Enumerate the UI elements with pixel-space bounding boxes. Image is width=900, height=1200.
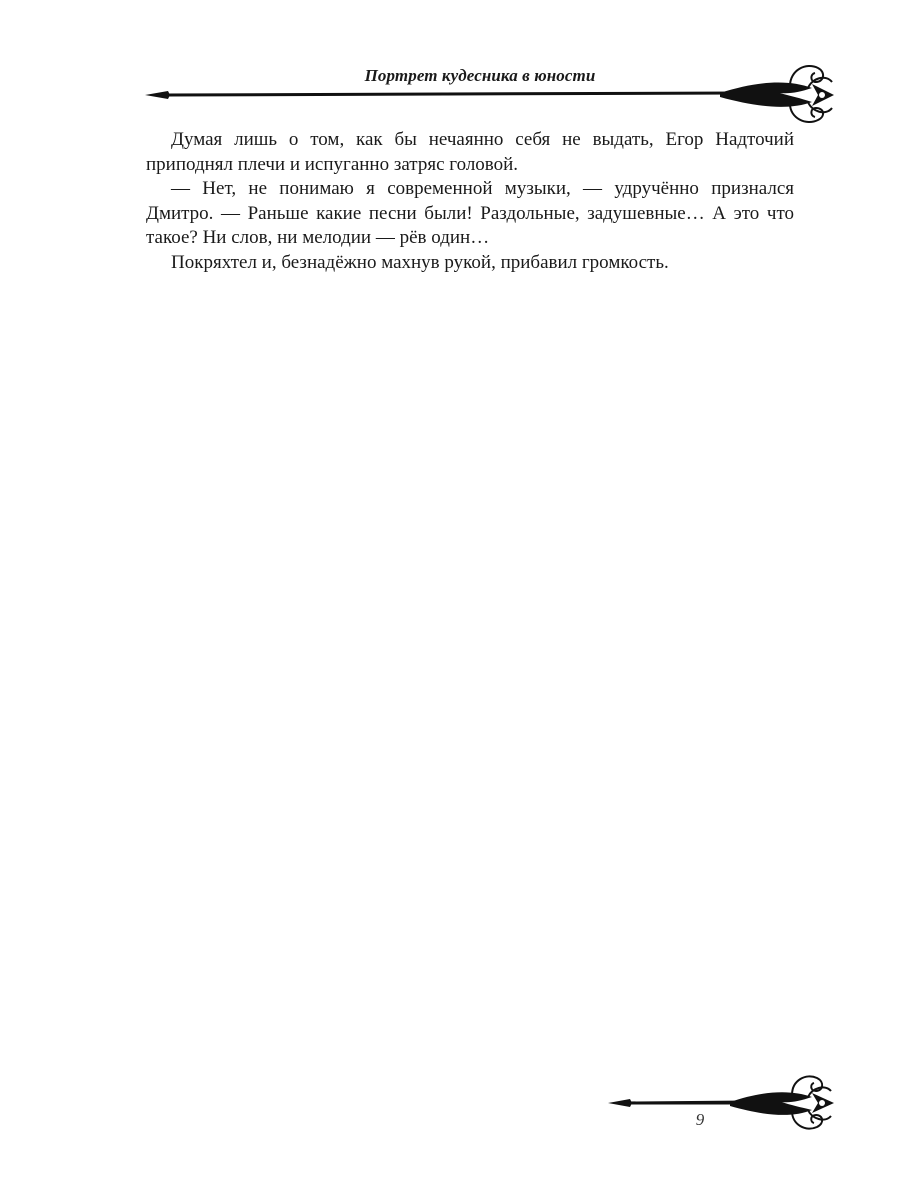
paragraph: Думая лишь о том, как бы нечаянно себя не выдать, Егор Надточий приподнял плечи и испуганно затряс головой.	[146, 129, 794, 175]
footer-arrow-flourish-icon	[0, 1068, 900, 1138]
page-text	[146, 128, 794, 275]
page-number: 9	[695, 1110, 705, 1129]
paragraph: — Нет, не понимаю я современной музыки, — удручённо признался Дмитро. — Раньше какие песни были! Раздольные, задушевные… А это что такое? Ни слов, ни мелодии — рёв один…	[146, 178, 794, 248]
paragraph: Покряхтел и, безнадёжно махнув рукой, прибавил громкость.	[171, 251, 669, 273]
running-title: Портрет кудесника в юности	[364, 66, 596, 85]
running-head	[0, 58, 900, 118]
page-footer	[0, 1068, 900, 1138]
